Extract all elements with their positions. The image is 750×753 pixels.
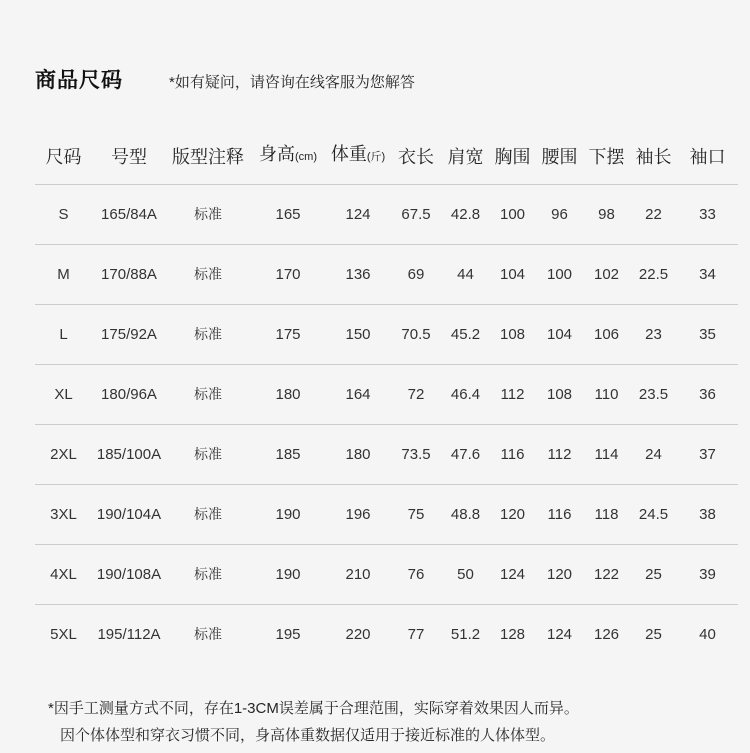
column-header-label: 袖口 — [689, 146, 726, 167]
table-cell-shoulder: 51.2 — [450, 625, 481, 643]
table-cell-sleeve: 23 — [645, 325, 662, 343]
table-cell-weight: 220 — [345, 625, 371, 643]
table-cell-height: 170 — [275, 265, 301, 283]
table-cell-height: 175 — [275, 325, 301, 343]
column-header-label: 版型注释 — [172, 146, 244, 167]
table-cell-sleeve: 24 — [645, 445, 662, 463]
table-cell-model: 175/92A — [101, 325, 157, 343]
table-cell-cuff: 36 — [699, 385, 716, 403]
table-cell-weight: 210 — [345, 565, 371, 583]
table-cell-size: S — [58, 205, 69, 223]
column-header-cuff — [677, 94, 738, 184]
column-header-label: 肩宽 — [447, 146, 484, 167]
table-cell-model: 185/100A — [96, 445, 162, 463]
table-cell-waist: 116 — [547, 505, 572, 523]
table-cell-cuff: 34 — [699, 265, 716, 283]
table-cell-chest: 128 — [499, 625, 526, 643]
table-cell-weight: 124 — [345, 205, 371, 223]
table-cell-cuff: 38 — [699, 505, 716, 523]
page-header — [0, 0, 750, 94]
column-header-sleeve — [630, 94, 677, 184]
table-cell-length: 70.5 — [401, 325, 431, 343]
customer-service-note: *如有疑问，请咨询在线客服为您解答 — [169, 74, 415, 91]
table-cell-shoulder: 50 — [457, 565, 474, 583]
table-cell-pattern: 标准 — [194, 446, 222, 462]
column-header-waist — [536, 94, 583, 184]
table-cell-waist: 124 — [546, 625, 573, 643]
table-cell-weight: 180 — [345, 445, 371, 463]
size-table — [35, 94, 738, 664]
table-cell-hem: 114 — [594, 445, 619, 463]
table-cell-chest: 112 — [500, 385, 525, 403]
table-cell-length: 67.5 — [401, 205, 431, 223]
table-row — [35, 484, 738, 544]
table-cell-sleeve: 24.5 — [638, 505, 669, 523]
table-header-row — [35, 94, 738, 184]
footnote-measurement-tolerance: *因手工测量方式不同，存在1-3CM误差属于合理范围，实际穿着效果因人而异。 — [48, 700, 579, 717]
table-cell-pattern: 标准 — [194, 386, 222, 402]
table-cell-sleeve: 22 — [645, 205, 662, 223]
table-cell-length: 75 — [407, 505, 425, 523]
column-header-weight — [326, 94, 390, 184]
table-cell-model: 180/96A — [101, 385, 157, 403]
table-cell-length: 77 — [407, 625, 425, 643]
table-cell-cuff: 33 — [699, 205, 716, 223]
table-cell-pattern: 标准 — [194, 326, 222, 342]
table-cell-length: 73.5 — [401, 445, 431, 463]
table-cell-pattern: 标准 — [194, 266, 222, 282]
table-cell-chest: 100 — [499, 205, 526, 223]
table-cell-cuff: 37 — [699, 445, 716, 463]
table-cell-length: 72 — [407, 385, 425, 403]
table-cell-chest: 108 — [499, 325, 526, 343]
table-cell-size: 4XL — [50, 565, 77, 583]
column-header-model — [92, 94, 166, 184]
table-cell-model: 165/84A — [101, 205, 157, 223]
table-row — [35, 184, 738, 244]
table-cell-shoulder: 42.8 — [450, 205, 481, 223]
table-cell-size: XL — [54, 385, 73, 403]
table-cell-sleeve: 22.5 — [638, 265, 669, 283]
table-cell-hem: 98 — [598, 205, 615, 223]
table-cell-weight: 150 — [345, 325, 371, 343]
table-row — [35, 604, 738, 664]
table-cell-waist: 120 — [546, 565, 573, 583]
footnotes — [35, 695, 715, 749]
table-cell-pattern: 标准 — [194, 506, 222, 522]
table-cell-weight: 196 — [345, 505, 371, 523]
table-cell-size: 5XL — [50, 625, 77, 643]
table-cell-hem: 122 — [593, 565, 620, 583]
column-header-label: 下摆 — [588, 146, 625, 167]
column-header-unit: (斤) — [366, 150, 386, 163]
table-row — [35, 544, 738, 604]
column-header-label: 体重 — [330, 143, 367, 164]
table-cell-size: 3XL — [50, 505, 77, 523]
column-header-pattern — [166, 94, 250, 184]
table-cell-length: 76 — [407, 565, 425, 583]
table-cell-shoulder: 47.6 — [450, 445, 481, 463]
column-header-unit: (cm) — [295, 150, 317, 163]
table-cell-chest: 124 — [499, 565, 526, 583]
table-cell-hem: 126 — [593, 625, 620, 643]
column-header-label: 腰围 — [541, 146, 578, 167]
table-cell-waist: 104 — [546, 325, 573, 343]
column-header-chest — [489, 94, 536, 184]
table-cell-pattern: 标准 — [194, 206, 222, 222]
table-cell-height: 185 — [275, 445, 301, 463]
table-row — [35, 424, 738, 484]
table-cell-waist: 108 — [546, 385, 573, 403]
table-row — [35, 244, 738, 304]
table-cell-hem: 102 — [593, 265, 620, 283]
table-cell-model: 170/88A — [101, 265, 157, 283]
table-cell-hem: 110 — [594, 385, 619, 403]
table-cell-shoulder: 46.4 — [450, 385, 481, 403]
column-header-label: 尺码 — [45, 146, 82, 167]
table-cell-height: 180 — [275, 385, 301, 403]
footnote-body-type: 因个体体型和穿衣习惯不同，身高体重数据仅适用于接近标准的人体体型。 — [60, 727, 556, 744]
table-cell-pattern: 标准 — [194, 566, 222, 582]
table-cell-shoulder: 48.8 — [450, 505, 481, 523]
table-cell-weight: 136 — [345, 265, 371, 283]
table-cell-height: 195 — [275, 625, 301, 643]
column-header-shoulder — [442, 94, 489, 184]
column-header-label: 身高 — [259, 143, 295, 164]
table-cell-cuff: 40 — [699, 625, 716, 643]
table-cell-shoulder: 44 — [457, 265, 474, 283]
table-cell-waist: 96 — [551, 205, 568, 223]
table-row — [35, 364, 738, 424]
table-cell-shoulder: 45.2 — [450, 325, 481, 343]
table-cell-hem: 106 — [593, 325, 620, 343]
page-title: 商品尺码 — [35, 69, 123, 92]
table-cell-length: 69 — [407, 265, 425, 283]
table-cell-chest: 104 — [499, 265, 526, 283]
table-cell-cuff: 39 — [699, 565, 716, 583]
column-header-length — [390, 94, 442, 184]
column-header-height — [250, 94, 326, 184]
table-cell-height: 165 — [275, 205, 301, 223]
table-cell-sleeve: 23.5 — [638, 385, 669, 403]
table-cell-waist: 100 — [546, 265, 573, 283]
column-header-label: 胸围 — [494, 146, 531, 167]
table-cell-cuff: 35 — [699, 325, 716, 343]
table-cell-model: 190/104A — [96, 505, 162, 523]
column-header-hem — [583, 94, 630, 184]
table-cell-sleeve: 25 — [645, 565, 662, 583]
table-cell-chest: 116 — [500, 445, 525, 463]
table-cell-weight: 164 — [345, 385, 371, 403]
table-cell-height: 190 — [275, 505, 301, 523]
table-cell-size: M — [57, 265, 70, 283]
column-header-label: 衣长 — [398, 146, 434, 167]
table-cell-size: L — [59, 325, 68, 343]
table-cell-chest: 120 — [499, 505, 526, 523]
table-row — [35, 304, 738, 364]
table-cell-size: 2XL — [50, 445, 77, 463]
table-cell-waist: 112 — [547, 445, 572, 463]
column-header-label: 袖长 — [635, 146, 672, 167]
table-cell-hem: 118 — [594, 505, 619, 523]
table-cell-sleeve: 25 — [645, 625, 662, 643]
table-cell-height: 190 — [275, 565, 301, 583]
column-header-size — [35, 94, 92, 184]
column-header-label: 号型 — [111, 146, 147, 167]
table-cell-model: 195/112A — [97, 625, 161, 643]
table-cell-model: 190/108A — [96, 565, 162, 583]
table-cell-pattern: 标准 — [194, 626, 222, 643]
